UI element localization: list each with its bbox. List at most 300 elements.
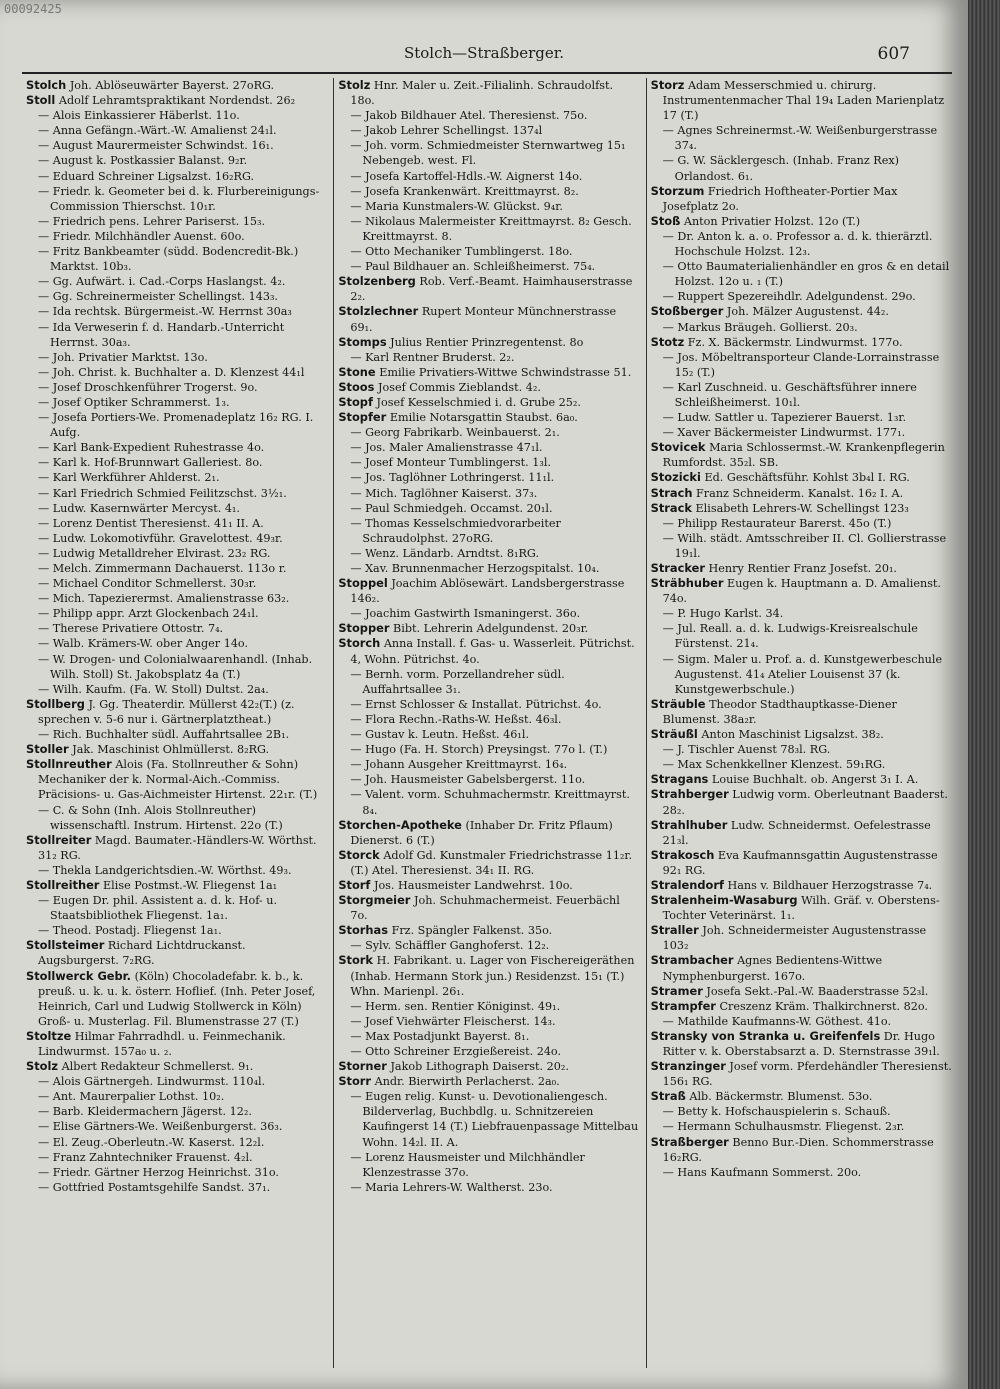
directory-entry: [338, 1059, 639, 1074]
entry-text: — Mathilde Kaufmanns-W. Göthest. 41o.: [662, 1014, 892, 1028]
entry-text: — Karl Rentner Bruderst. 2₂.: [350, 350, 515, 364]
entry-text: — Thomas Kesselschmiedvorarbeiter Schraudolphst. 27oRG.: [350, 516, 561, 545]
entry-text: — Otto Schreiner Erzgießereist. 24o.: [350, 1045, 562, 1058]
entry-surname: Strambacher: [650, 953, 734, 968]
entry-text: Jos. Hausmeister Landwehrst. 10o.: [373, 878, 573, 892]
directory-entry: [338, 667, 639, 697]
directory-entry: [338, 576, 639, 606]
entry-text: — Markus Bräugeh. Gollierst. 20₃.: [662, 320, 858, 334]
directory-entry: [651, 878, 952, 893]
entry-surname: Stomps: [338, 334, 387, 349]
directory-entry: [338, 501, 639, 516]
entry-surname: Stollsteimer: [26, 938, 105, 953]
entry-text: Ed. Geschäftsführ. Kohlst 3b₄l I. RG.: [704, 471, 910, 485]
entry-surname: Stollreither: [26, 877, 100, 892]
directory-entry: [26, 470, 327, 485]
entry-text: — Ludwig Metalldreher Elvirast. 23₂ RG.: [38, 546, 271, 560]
directory-entry: [26, 169, 327, 184]
entry-text: — J. Tischler Auenst 78₃l. RG.: [662, 743, 831, 757]
entry-text: Richard Lichtdruckanst. Augsburgerst. 7₂RG.: [38, 939, 246, 968]
column-2: [333, 78, 639, 1368]
directory-entry: [26, 1104, 327, 1119]
directory-entry: [26, 531, 327, 546]
entry-text: — Gg. Schreinermeister Schellingst. 143₃.: [38, 290, 278, 304]
entry-text: — Nikolaus Malermeister Kreittmayrst. 8₂ Gesch. Kreittmayrst. 8.: [350, 214, 632, 243]
entry-surname: Strach: [650, 485, 693, 500]
entry-text: — Philipp Restaurateur Barerst. 45o (T.): [662, 516, 892, 530]
entry-text: — Friedr. Milchhändler Auenst. 60o.: [38, 229, 245, 243]
entry-surname: Stolz: [338, 78, 371, 92]
directory-entry: [26, 923, 327, 938]
directory-entry: [338, 787, 639, 817]
entry-text: Ludwig vorm. Oberleutnant Baaderst. 28₂.: [662, 788, 948, 817]
entry-surname: Stollberg: [26, 696, 85, 711]
entry-text: — Paul Bildhauer an. Schleißheimerst. 75₄.: [350, 260, 596, 274]
directory-entry: [26, 1135, 327, 1150]
entry-surname: Stollreiter: [26, 832, 92, 847]
entry-surname: Storchen-Apotheke: [338, 817, 462, 832]
entry-text: Adam Messerschmied u. chirurg. Instrumentenmacher Thal 19₄ Laden Marienplatz 17 (T.): [662, 79, 945, 123]
directory-entry: [338, 199, 639, 214]
directory-entry: [338, 304, 639, 334]
entry-surname: Stoltze: [26, 1028, 72, 1043]
directory-entry: [338, 350, 639, 365]
entry-surname: Stolch: [26, 78, 67, 92]
entry-text: Frz. Spängler Falkenst. 35o.: [391, 924, 553, 938]
entry-surname: Storhas: [338, 923, 388, 938]
directory-entry: [651, 153, 952, 183]
entry-surname: Storf: [338, 877, 371, 892]
entry-text: — Theod. Postadj. Fliegenst 1a₁.: [38, 924, 222, 938]
entry-text: — Hermann Schulhausmstr. Fliegenst. 2₃r.: [662, 1120, 905, 1134]
header-rule: [22, 72, 952, 74]
entry-surname: Storr: [338, 1074, 372, 1089]
directory-entry: [26, 244, 327, 274]
directory-entry: [651, 953, 952, 983]
entry-text: Theodor Stadthauptkasse-Diener Blumenst. 38a₂r.: [662, 697, 897, 726]
directory-entry: [26, 380, 327, 395]
directory-entry: [338, 938, 639, 953]
directory-entry: [338, 1044, 639, 1059]
entry-text: — P. Hugo Karlst. 34.: [662, 607, 784, 621]
entry-text: — Joh. Christ. k. Buchhalter a. D. Klenzest 44₁l: [38, 365, 305, 379]
entry-text: — Karl Werkführer Ahlderst. 2₁.: [38, 471, 220, 485]
entry-surname: Stragans: [650, 772, 709, 787]
entry-text: Hans v. Bildhauer Herzogstrasse 7₄.: [727, 878, 933, 892]
entry-text: — Ludw. Sattler u. Tapezierer Bauerst. 1₃r.: [662, 411, 907, 425]
entry-text: — Josef Droschkenführer Trogerst. 9o.: [38, 380, 258, 394]
entry-text: Elisabeth Lehrers-W. Schellingst 123₃: [695, 501, 909, 515]
entry-text: Friedrich Hoftheater-Portier Max Josefplatz 2o.: [662, 184, 898, 213]
entry-text: — Lorenz Hausmeister und Milchhändler Klenzestrasse 37o.: [350, 1150, 585, 1179]
entry-text: — Josefa Portiers-We. Promenadeplatz 16₂ RG. I. Aufg.: [38, 411, 314, 440]
entry-surname: Stransky von Stranka u. Greifenfels: [650, 1028, 881, 1043]
entry-text: — Hans Kaufmann Sommerst. 20o.: [662, 1165, 862, 1179]
entry-text: — Joachim Gastwirth Ismaningerst. 36o.: [350, 607, 581, 621]
running-head: Stolch—Straßberger.: [403, 44, 565, 62]
directory-entry: [651, 501, 952, 516]
directory-entry: [338, 108, 639, 123]
directory-entry: [338, 380, 639, 395]
directory-entry: [26, 969, 327, 1029]
directory-entry: [651, 1029, 952, 1059]
directory-entry: [338, 712, 639, 727]
entry-surname: Stovicek: [650, 440, 706, 455]
directory-entry: [338, 259, 639, 274]
entry-text: — Barb. Kleidermachern Jägerst. 12₂.: [38, 1105, 252, 1119]
entry-surname: Straßberger: [650, 1134, 729, 1149]
entry-text: — Eugen Dr. phil. Assistent a. d. k. Hof- u. Staatsbibliothek Fliegenst. 1a₁.: [38, 894, 278, 923]
directory-entry: [651, 652, 952, 697]
directory-entry: [338, 123, 639, 138]
entry-text: — Xaver Bäckermeister Lindwurmst. 177₁.: [662, 426, 906, 440]
directory-entry: [26, 108, 327, 123]
entry-text: — Johann Ausgeher Kreittmayrst. 16₄.: [350, 758, 568, 772]
entry-surname: Stork: [338, 953, 373, 968]
entry-text: Eugen k. Hauptmann a. D. Amalienst. 74o.: [662, 577, 941, 606]
entry-text: — Jakob Lehrer Schellingst. 137₄l: [350, 124, 543, 138]
entry-text: — Hugo (Fa. H. Storch) Preysingst. 77o l. (T.): [350, 743, 608, 757]
entry-text: — Josefa Krankenwärt. Kreittmayrst. 8₂.: [350, 184, 579, 198]
entry-surname: Stolz: [26, 1059, 59, 1074]
entry-text: — Karl Zuschneid. u. Geschäftsführer innere Schleißheimerst. 10₁l.: [662, 380, 917, 409]
directory-entry: [338, 395, 639, 410]
directory-entry: [338, 1150, 639, 1180]
entry-text: — Eugen relig. Kunst- u. Devotionaliengesch. Bilderverlag, Buchbdlg. u. Schnitzereien Kaufingerst 14 (T.) Liebfrauenpassage Mittelbau Wohn. 14₂l. II. A.: [350, 1090, 639, 1149]
directory-entry: [338, 772, 639, 787]
directory-entry: [26, 803, 327, 833]
directory-entry: [651, 606, 952, 621]
entry-text: — Georg Fabrikarb. Weinbauerst. 2₁.: [350, 426, 560, 440]
directory-entry: [26, 455, 327, 470]
entry-text: — Josef Monteur Tumblingerst. 1₃l.: [350, 456, 551, 470]
directory-entry: [26, 138, 327, 153]
entry-text: Anton Privatier Holzst. 12o (T.): [683, 214, 861, 228]
entry-text: — Friedr. k. Geometer bei d. k. Flurbereinigungs-Commission Thierschst. 10₁r.: [38, 184, 320, 213]
entry-text: — Xav. Brunnenmacher Herzogspitalst. 10₄.: [350, 562, 600, 575]
entry-text: — Mich. Taglöhner Kaiserst. 37₃.: [350, 486, 538, 500]
directory-entry: [651, 727, 952, 742]
entry-text: — Friedrich pens. Lehrer Pariserst. 15₃.: [38, 214, 266, 228]
entry-text: — Flora Rechn.-Raths-W. Heßst. 46₃l.: [350, 712, 562, 726]
directory-entry: [26, 546, 327, 561]
entry-text: Hilmar Fahrradhdl. u. Feinmechanik. Lindwurmst. 157a₀ u. ₂.: [38, 1029, 286, 1058]
entry-text: Joh. Mälzer Augustenst. 44₂.: [726, 305, 889, 319]
entry-surname: Stoll: [26, 93, 56, 108]
directory-entry: [651, 561, 952, 576]
entry-surname: Stollnreuther: [26, 757, 112, 772]
directory-entry: [26, 320, 327, 350]
directory-entry: [26, 304, 327, 319]
directory-entry: [338, 561, 639, 576]
entry-text: Fz. X. Bäckermstr. Lindwurmst. 177o.: [687, 335, 903, 349]
entry-text: — Ida Verweserin f. d. Handarb.-Unterricht Herrnst. 30a₃.: [38, 320, 285, 349]
entry-text: — Rich. Buchhalter südl. Auffahrtsallee 2B₁.: [38, 728, 290, 742]
entry-text: — Melch. Zimmermann Dachauerst. 113o r.: [38, 562, 287, 575]
directory-entry: [651, 742, 952, 757]
directory-entry: [338, 516, 639, 546]
entry-text: — Sylv. Schäffler Ganghoferst. 12₂.: [350, 939, 550, 953]
directory-entry: [338, 365, 639, 380]
entry-text: — Walb. Krämers-W. ober Anger 14o.: [38, 637, 249, 651]
directory-entry: [26, 440, 327, 455]
entry-text: — C. & Sohn (Inh. Alois Stollnreuther) wissenschaftl. Instrum. Hirtenst. 22o (T.): [38, 803, 283, 832]
directory-entry: [338, 727, 639, 742]
entry-surname: Storz: [650, 78, 685, 92]
entry-text: — Michael Conditor Schmellerst. 30₃r.: [38, 577, 257, 591]
directory-entry: [651, 531, 952, 561]
directory-entry: [651, 486, 952, 501]
directory-entry: [651, 516, 952, 531]
directory-entry: [338, 848, 639, 878]
entry-surname: Strahberger: [650, 787, 729, 802]
entry-surname: Storgmeier: [338, 893, 411, 908]
entry-text: — Alois Gärtnergeh. Lindwurmst. 110₄l.: [38, 1075, 266, 1089]
directory-entry: [26, 350, 327, 365]
directory-entry: [651, 410, 952, 425]
directory-entry: [338, 169, 639, 184]
entry-text: — Alois Einkassierer Häberlst. 11o.: [38, 109, 240, 123]
entry-surname: Stopf: [338, 394, 373, 409]
entry-text: Creszenz Kräm. Thalkirchnerst. 82o.: [719, 999, 928, 1013]
directory-entry: [338, 697, 639, 712]
entry-text: Josef vorm. Pferdehändler Theresienst. 156₁ RG.: [662, 1060, 952, 1089]
entry-surname: Stoos: [338, 379, 375, 394]
entry-text: — Jul. Reall. a. d. k. Ludwigs-Kreisrealschule Fürstenst. 21₄.: [662, 622, 918, 651]
entry-text: Joh. Schuhmachermeist. Feuerbächl 7o.: [350, 894, 620, 923]
entry-surname: Storner: [338, 1059, 387, 1074]
directory-entry: [651, 78, 952, 123]
directory-entry: [26, 878, 327, 893]
entry-text: — Ludw. Lokomotivführ. Gravelottest. 49₃r.: [38, 531, 283, 545]
directory-entry: [26, 682, 327, 697]
directory-entry: [338, 470, 639, 485]
directory-entry: [26, 410, 327, 440]
directory-entry: [26, 274, 327, 289]
directory-entry: [338, 1074, 639, 1089]
directory-entry: [651, 787, 952, 817]
directory-entry: [338, 606, 639, 621]
directory-entry: [338, 1180, 639, 1195]
entry-text: — Jakob Bildhauer Atel. Theresienst. 75o.: [350, 109, 588, 123]
entry-surname: Strampfer: [650, 998, 716, 1013]
entry-text: Adolf Lehramtspraktikant Nordendst. 26₂: [58, 94, 296, 108]
entry-text: — Wilh. städt. Amtsschreiber II. Cl. Gollierstrasse 19₁l.: [662, 531, 947, 560]
entry-text: Elise Postmst.-W. Fliegenst 1a₁: [103, 878, 278, 892]
entry-text: — Jos. Taglöhner Lothringerst. 11₁l.: [350, 471, 555, 485]
directory-entry: [651, 229, 952, 259]
entry-surname: Stopper: [338, 621, 390, 636]
column-1: [26, 78, 327, 1368]
entry-text: — August Maurermeister Schwindst. 16₁.: [38, 139, 274, 153]
entry-surname: Stolzlechner: [338, 304, 419, 319]
directory-entry: [338, 184, 639, 199]
entry-text: — Karl Bank-Expedient Ruhestrasse 4o.: [38, 441, 265, 455]
directory-entry: [651, 1059, 952, 1089]
entry-text: — Wenz. Ländarb. Arndtst. 8₁RG.: [350, 546, 540, 560]
directory-entry: [651, 1089, 952, 1104]
directory-entry: [26, 697, 327, 727]
entry-text: — Karl Friedrich Schmied Feilitzschst. 3½₁.: [38, 486, 287, 500]
entry-text: Eva Kaufmannsgattin Augustenstrasse 92₁ RG.: [662, 848, 938, 877]
entry-text: — Lorenz Dentist Theresienst. 41₁ II. A.: [38, 516, 264, 530]
directory-entry: [26, 1074, 327, 1089]
directory-entry: [338, 78, 639, 108]
entry-text: Emilie Privatiers-Wittwe Schwindstrasse 51.: [379, 365, 632, 379]
entry-text: Benno Bur.-Dien. Schommerstrasse 16₂RG.: [662, 1135, 934, 1164]
entry-surname: Stracker: [650, 561, 705, 575]
directory-entry: [338, 636, 639, 666]
entry-surname: Storzum: [650, 183, 705, 198]
directory-entry: [26, 123, 327, 138]
directory-entry: [338, 440, 639, 455]
entry-surname: Stolzenberg: [338, 274, 416, 289]
entry-text: — W. Drogen- und Colonialwaarenhandl. (Inhab. Wilh. Stoll) St. Jakobsplatz 4a (T.): [38, 652, 313, 681]
directory-entry: [651, 1119, 952, 1134]
entry-text: — Gustav k. Leutn. Heßst. 46₁l.: [350, 728, 530, 742]
directory-entry: [651, 757, 952, 772]
entry-surname: Storch: [338, 636, 381, 651]
entry-text: — Ant. Maurerpalier Lothst. 10₂.: [38, 1090, 225, 1104]
directory-entry: [651, 470, 952, 485]
directory-entry: [651, 848, 952, 878]
directory-entry: [26, 636, 327, 651]
directory-entry: [26, 1089, 327, 1104]
directory-entry: [338, 893, 639, 923]
entry-text: — Sigm. Maler u. Prof. a. d. Kunstgewerbeschule Augustenst. 41₄ Atelier Louisenst 37 (k. Kunstgewerbschule.): [662, 652, 943, 696]
entry-text: — Josef Optiker Schrammerst. 1₃.: [38, 395, 230, 409]
directory-entry: [651, 440, 952, 470]
entry-text: Agnes Bedientens-Wittwe Nymphenburgerst. 167o.: [662, 954, 883, 983]
directory-entry: [651, 289, 952, 304]
directory-entry: [26, 863, 327, 878]
entry-text: — Therese Privatiere Ottostr. 7₄.: [38, 622, 224, 636]
entry-text: Julius Rentier Prinzregentenst. 8o: [390, 335, 584, 349]
directory-entry: [26, 652, 327, 682]
entry-text: — Jos. Maler Amalienstrasse 47₁l.: [350, 441, 543, 455]
entry-text: Jak. Maschinist Ohlmüllerst. 8₂RG.: [72, 743, 270, 757]
directory-entry: [26, 727, 327, 742]
directory-entry: [26, 833, 327, 863]
entry-surname: Stopfer: [338, 410, 387, 425]
entry-text: Albert Redakteur Schmellerst. 9₁.: [61, 1060, 254, 1074]
entry-text: — Joh. Hausmeister Gabelsbergerst. 11o.: [350, 773, 586, 787]
directory-entry: [26, 576, 327, 591]
column-3: [646, 78, 952, 1368]
entry-text: Josef Commis Zieblandst. 4₂.: [377, 380, 541, 394]
entry-text: — Maria Kunstmalers-W. Glückst. 9₄r.: [350, 199, 563, 213]
directory-entry: [26, 742, 327, 757]
directory-entry: [26, 501, 327, 516]
entry-text: Jakob Lithograph Daiserst. 20₂.: [390, 1060, 569, 1074]
entry-text: — Agnes Schreinermst.-W. Weißenburgerstrasse 37₄.: [662, 124, 938, 153]
directory-entry: [26, 289, 327, 304]
directory-entry: [338, 1089, 639, 1149]
directory-entry: [651, 999, 952, 1014]
entry-text: (Inhaber Dr. Fritz Pflaum) Dienerst. 6 (T.): [350, 818, 613, 847]
entry-text: — Ruppert Spezereihdlr. Adelgundenst. 29o.: [662, 290, 916, 304]
entry-text: — Elise Gärtners-We. Weißenburgerst. 36₃.: [38, 1120, 283, 1134]
entry-text: Bibt. Lehrerin Adelgundenst. 20₃r.: [393, 622, 589, 636]
directory-entry: [26, 1150, 327, 1165]
entry-surname: Stotz: [650, 334, 685, 349]
directory-entry: [338, 546, 639, 561]
directory-entry: [651, 304, 952, 319]
entry-text: — Josefa Kartoffel-Hdls.-W. Aignerst 14o.: [350, 169, 583, 183]
directory-entry: [651, 984, 952, 999]
entry-text: Joh. Schneidermeister Augustenstrasse 103₂: [662, 924, 927, 953]
directory-entry: [26, 1165, 327, 1180]
entry-text: (Köln) Chocoladefabr. k. b., k. preuß. u. k. u. k. österr. Hoflief. (Inh. Peter Josef, Heinrich, Carl und Ludwig Stollwerck in Köln) Groß- u. Musterlag. Fil. Blumenstrasse 27 (T.): [38, 969, 316, 1028]
entry-text: — Maria Lehrers-W. Waltherst. 23o.: [350, 1180, 553, 1194]
directory-entry: [338, 214, 639, 244]
entry-text: — Josef Viehwärter Fleischerst. 14₃.: [350, 1014, 556, 1028]
entry-text: Dr. Hugo Ritter v. k. Oberstabsarzt a. D. Sternstrasse 39₁l.: [662, 1029, 940, 1058]
directory-entry: [651, 621, 952, 651]
entry-surname: Stranzinger: [650, 1059, 726, 1074]
entry-text: — Joh. vorm. Schmiedmeister Sternwartweg 15₁ Nebengeb. west. Fl.: [350, 139, 626, 168]
directory-entry: [338, 1014, 639, 1029]
entry-surname: Strack: [650, 500, 692, 515]
directory-entry: [26, 486, 327, 501]
directory-entry: [26, 621, 327, 636]
entry-text: — Karl k. Hof-Brunnwart Galleriest. 8o.: [38, 456, 263, 470]
directory-entry: [26, 938, 327, 968]
directory-entry: [338, 335, 639, 350]
entry-text: Adolf Gd. Kunstmaler Friedrichstrasse 11₂r. (T.) Atel. Theresienst. 34₁ II. RG.: [350, 848, 633, 877]
directory-entry: [26, 757, 327, 802]
entry-text: Maria Schlossermst.-W. Krankenpflegerin Rumfordst. 35₂l. SB.: [662, 441, 945, 470]
entry-text: — Ludw. Kasernwärter Mercyst. 4₁.: [38, 501, 240, 515]
entry-text: — Gottfried Postamtsgehilfe Sandst. 37₁.: [38, 1180, 271, 1194]
directory-entry: [338, 953, 639, 998]
entry-text: Alb. Bäckermstr. Blumenst. 53o.: [689, 1090, 873, 1104]
directory-entry: [651, 772, 952, 787]
directory-entry: [338, 138, 639, 168]
entry-text: — Max Postadjunkt Bayerst. 8₁.: [350, 1029, 530, 1043]
entry-text: Anton Maschinist Ligsalzst. 38₂.: [701, 728, 884, 742]
directory-entry: [651, 1104, 952, 1119]
page-number: 607: [877, 44, 910, 64]
directory-entry: [26, 561, 327, 576]
entry-text: Josef Kesselschmied i. d. Grube 25₂.: [376, 395, 581, 409]
entry-text: Joachim Ablösewärt. Landsbergerstrasse 146₂.: [350, 577, 625, 606]
entry-surname: Stoller: [26, 742, 69, 757]
entry-surname: Stoppel: [338, 576, 388, 591]
directory-entry: [26, 516, 327, 531]
directory-entry: [338, 923, 639, 938]
entry-surname: Strakosch: [650, 847, 715, 862]
directory-entry: [651, 425, 952, 440]
directory-entry: [651, 320, 952, 335]
directory-entry: [651, 697, 952, 727]
entry-text: — Ernst Schlosser & Installat. Pütrichst. 4o.: [350, 697, 602, 711]
entry-text: — Jos. Möbeltransporteur Clande-Lorrainstrasse 15₂ (T.): [662, 350, 940, 379]
entry-text: — Max Schenkkellner Klenzest. 59₁RG.: [662, 758, 886, 772]
directory-entry: [26, 365, 327, 380]
entry-text: — Eduard Schreiner Ligsalzst. 16₂RG.: [38, 169, 255, 183]
entry-text: — G. W. Säcklergesch. (Inhab. Franz Rex) Orlandost. 6₁.: [662, 154, 900, 183]
book-spine: [968, 0, 1000, 1389]
directory-entry: [651, 184, 952, 214]
entry-text: — Fritz Bankbeamter (südd. Bodencredit-Bk.) Marktst. 10b₃.: [38, 245, 299, 274]
directory-entry: [651, 1135, 952, 1165]
entry-text: — Dr. Anton k. a. o. Professor a. d. k. thierärztl. Hochschule Holzst. 12₃.: [662, 229, 933, 259]
directory-entry: [338, 410, 639, 425]
entry-text: — Joh. Privatier Marktst. 13o.: [38, 350, 208, 364]
entry-text: Henry Rentier Franz Josefst. 20₁.: [708, 562, 897, 575]
entry-surname: Stralenheim-Wasaburg: [650, 893, 798, 908]
